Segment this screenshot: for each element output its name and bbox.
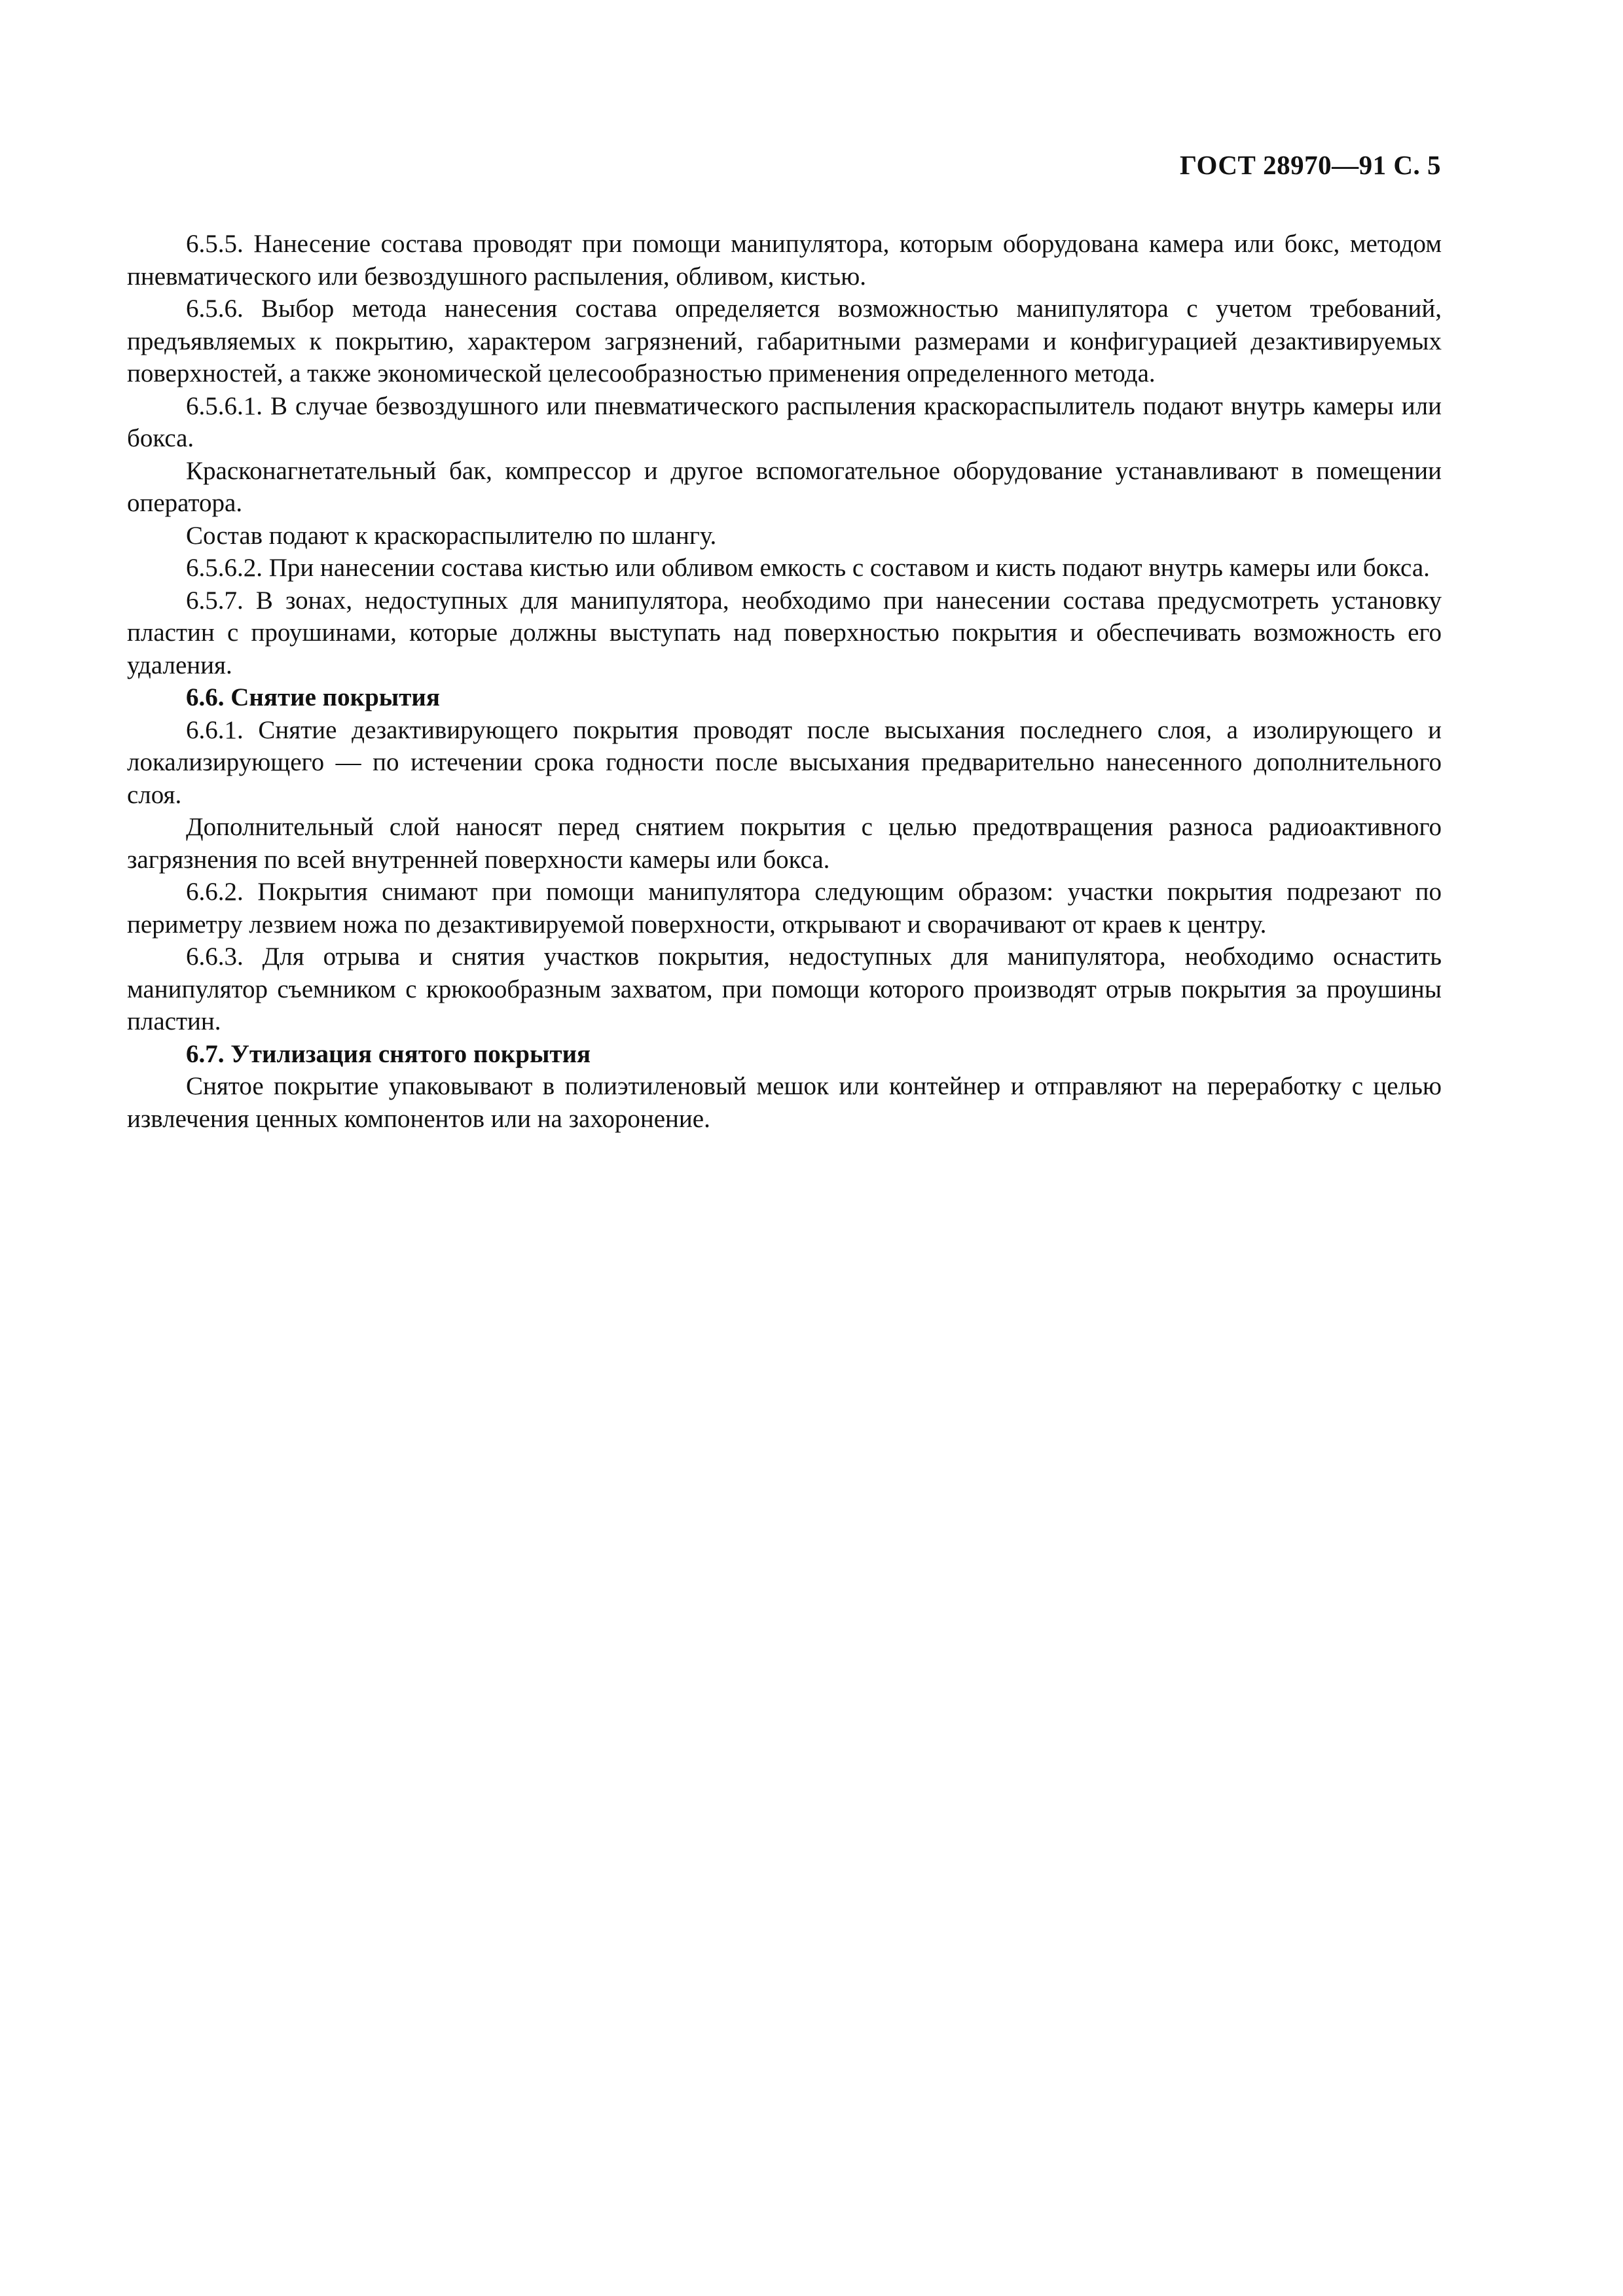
paragraph-hose: Состав подают к краскораспылителю по шлангу. bbox=[186, 521, 717, 550]
paragraph-6-6-2: 6.6.2. Покрытия снимают при помощи манипулятора следующим образом: участки покрытия подрезают по периметру лезвием ножа по дезактивируемой поверхности, открывают и сворачивают от краев к центру. bbox=[127, 878, 1442, 939]
paragraph-disposal: Снятое покрытие упаковывают в полиэтиленовый мешок или контейнер и отправляют на переработку с целью извлечения ценных компонентов или на захоронение. bbox=[127, 1072, 1442, 1133]
paragraph-equipment: Красконагнетательный бак, компрессор и другое вспомогательное оборудование устанавливают в помещении оператора. bbox=[127, 456, 1442, 517]
paragraph-6-6-1: 6.6.1. Снятие дезактивирующего покрытия проводят после высыхания последнего слоя, а изолирующего и локализирующего — по истечении срока годности после высыхания предварительно нанесенного дополнительного слоя. bbox=[127, 715, 1442, 809]
paragraph-additional-layer: Дополнительный слой наносят перед снятием покрытия с целью предотвращения разноса радиоактивного загрязнения по всей внутренней поверхности камеры или бокса. bbox=[127, 813, 1442, 874]
paragraph-6-5-6: 6.5.6. Выбор метода нанесения состава определяется возможностью манипулятора с учетом требований, предъявляемых к покрытию, характером загрязнений, габаритными размерами и конфигурацией дезактивируемых поверхностей, а также экономической целесообразностью применения определенного метода. bbox=[127, 295, 1442, 387]
paragraph-6-6-3: 6.6.3. Для отрыва и снятия участков покрытия, недоступных для манипулятора, необходимо оснастить манипулятор съемником с крюкообразным захватом, при помощи которого производят отрыв покрытия за проушины пластин. bbox=[127, 942, 1442, 1035]
paragraph-6-5-5: 6.5.5. Нанесение состава проводят при помощи манипулятора, которым оборудована камера или бокс, методом пневматического или безвоздушного распыления, обливом, кистью. bbox=[127, 230, 1442, 291]
paragraph-6-5-6-1: 6.5.6.1. В случае безвоздушного или пневматического распыления краскораспылитель подают внутрь камеры или бокса. bbox=[127, 391, 1442, 452]
section-heading-6-7: 6.7. Утилизация снятого покрытия bbox=[186, 1039, 591, 1068]
paragraph-6-5-6-2: 6.5.6.2. При нанесении состава кистью или обливом емкость с составом и кисть подают внутрь камеры или бокса. bbox=[186, 554, 1430, 582]
page-header: ГОСТ 28970—91 С. 5 bbox=[1179, 150, 1441, 180]
paragraph-6-5-7: 6.5.7. В зонах, недоступных для манипулятора, необходимо при нанесении состава предусмотреть установку пластин с проушинами, которые должны выступать над поверхностью покрытия и обеспечивать возможность его удаления. bbox=[127, 586, 1442, 679]
section-heading-6-6: 6.6. Снятие покрытия bbox=[186, 683, 440, 711]
document-body bbox=[127, 228, 1442, 1135]
